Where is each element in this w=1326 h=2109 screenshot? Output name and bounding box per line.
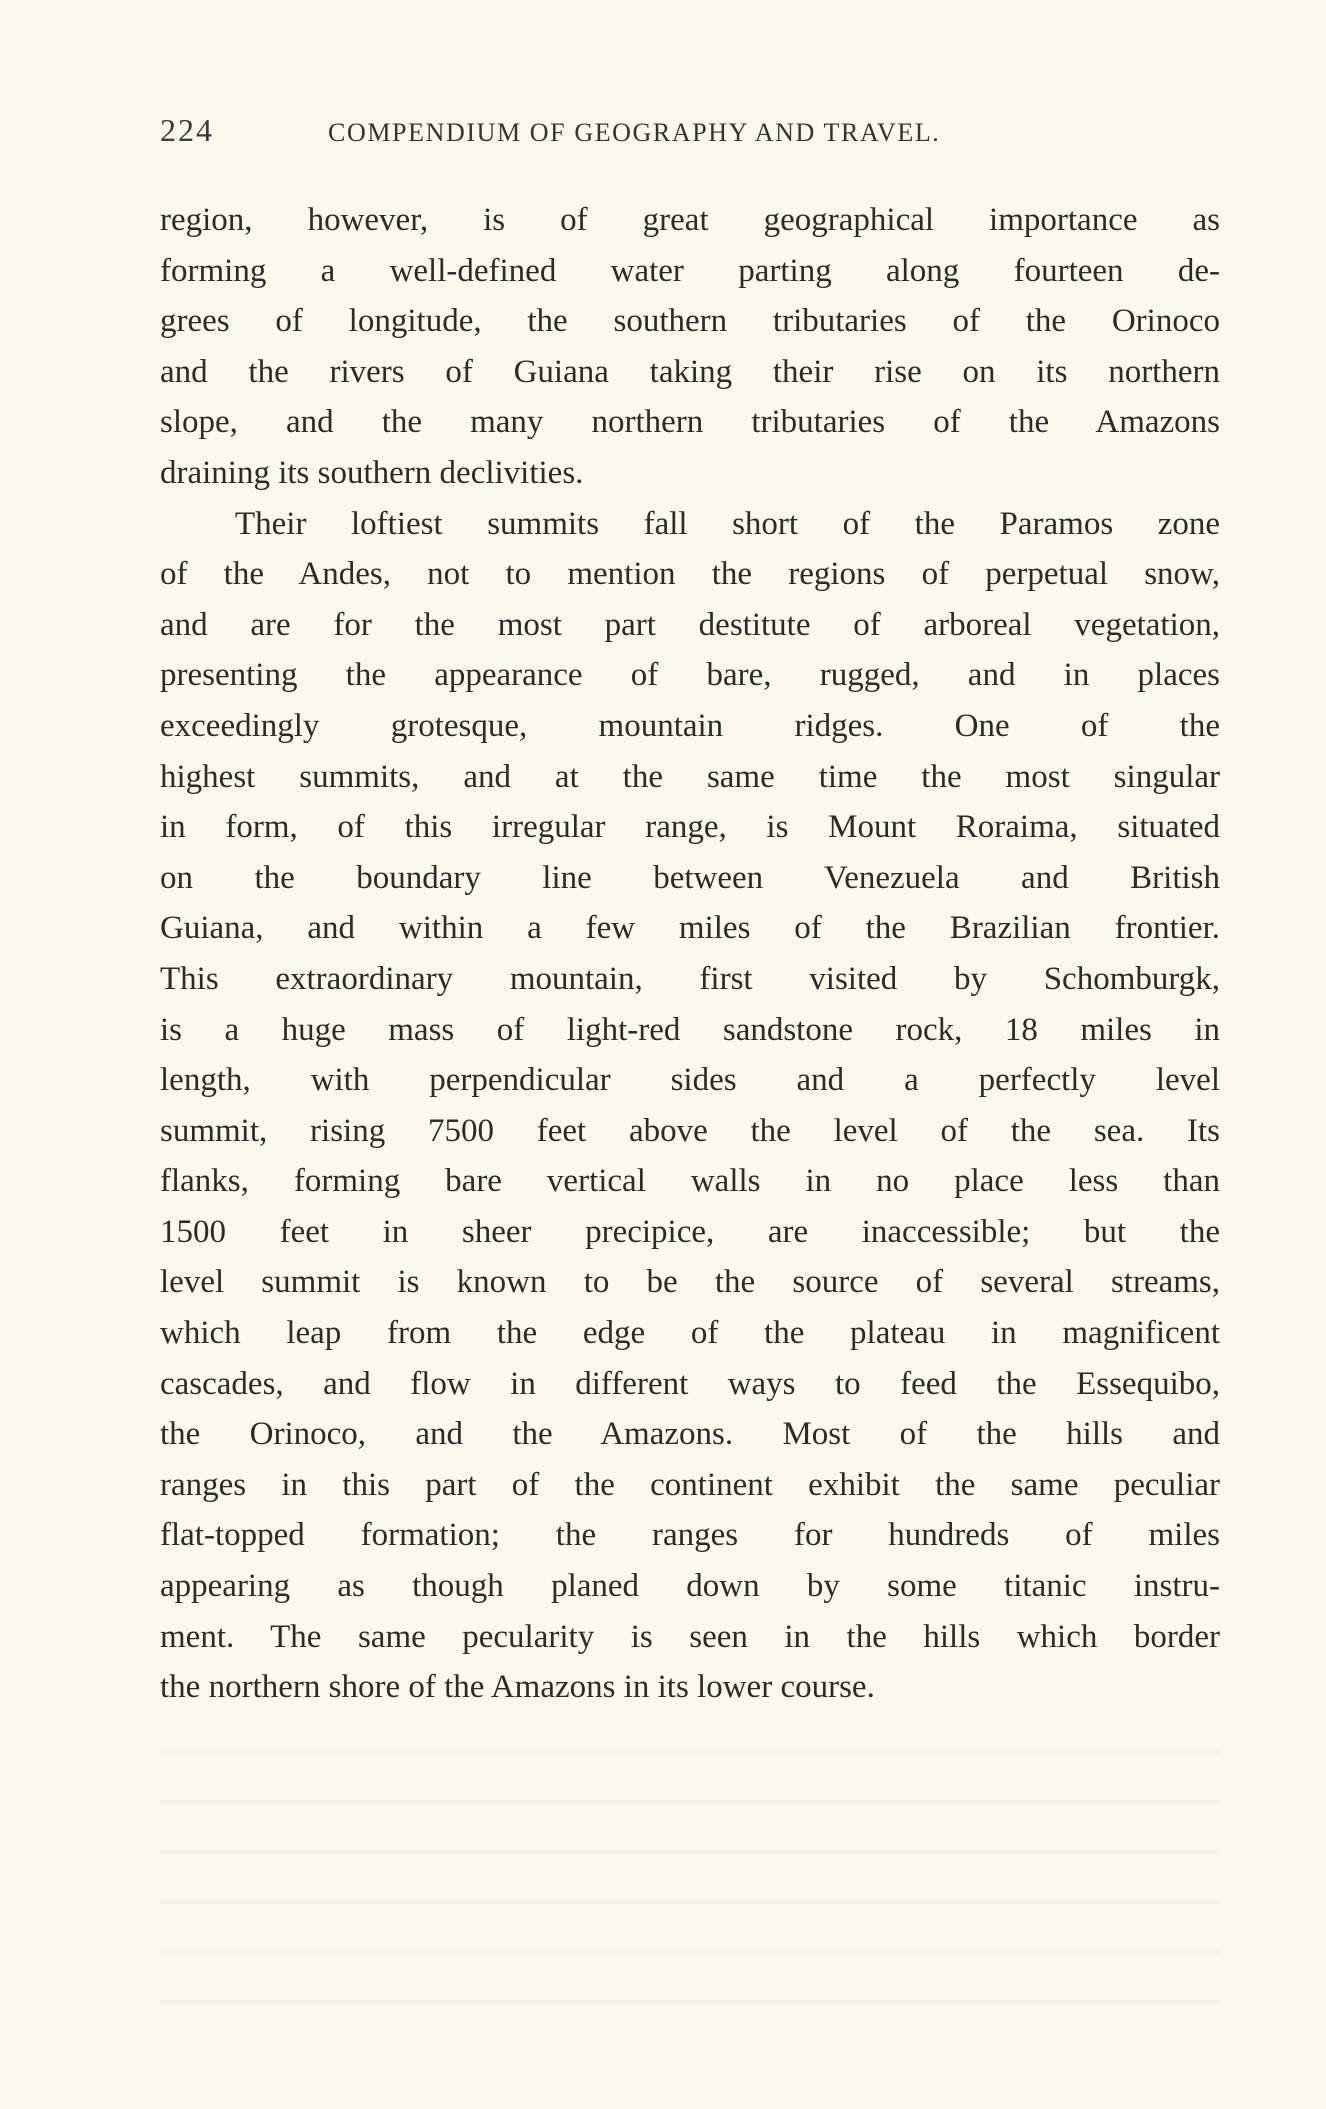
text-line: grees of longitude, the southern tributaries of the Orinoco <box>160 303 1220 340</box>
text-line: the Orinoco, and the Amazons. Most of the hills and <box>160 1416 1220 1453</box>
text-line: which leap from the edge of the plateau in magnificent <box>160 1315 1220 1352</box>
text-line: slope, and the many northern tributaries of the Amazons <box>160 404 1220 441</box>
running-head: COMPENDIUM OF GEOGRAPHY AND TRAVEL. <box>328 118 941 147</box>
text-line: on the boundary line between Venezuela and British <box>160 859 1220 896</box>
text-line: ment. The same pecularity is seen in the hills which border <box>160 1618 1220 1655</box>
text-line: flanks, forming bare vertical walls in no place less than <box>160 1163 1220 1200</box>
text-line: appearing as though planed down by some titanic instru- <box>160 1568 1220 1605</box>
text-line: level summit is known to be the source of several streams, <box>160 1264 1220 1301</box>
text-line: flat-topped formation; the ranges for hundreds of miles <box>160 1517 1220 1554</box>
text-line: forming a well-defined water parting along fourteen de- <box>160 252 1220 289</box>
page-number: 224 <box>160 112 214 148</box>
paragraph-2 <box>160 499 1220 1713</box>
text-line: Guiana, and within a few miles of the Brazilian frontier. <box>160 910 1220 947</box>
text-line: summit, rising 7500 feet above the level of the sea. Its <box>160 1112 1220 1149</box>
text-line: and the rivers of Guiana taking their rise on its northern <box>160 353 1220 390</box>
body-text <box>160 195 1220 1713</box>
text-line: region, however, is of great geographical importance as <box>160 202 1220 238</box>
text-line: length, with perpendicular sides and a perfectly level <box>160 1062 1220 1099</box>
paragraph-1 <box>160 195 1220 499</box>
text-line: 1500 feet in sheer precipice, are inaccessible; but the <box>160 1213 1220 1250</box>
text-line: draining its southern declivities. <box>160 454 584 491</box>
text-line: of the Andes, not to mention the regions of perpetual snow, <box>160 556 1220 593</box>
text-line: Their loftiest summits fall short of the Paramos zone <box>235 505 1220 542</box>
page-header <box>160 112 1220 162</box>
text-line: presenting the appearance of bare, rugged, and in places <box>160 657 1220 694</box>
text-line: is a huge mass of light-red sandstone rock, 18 miles in <box>160 1011 1220 1048</box>
text-line: cascades, and flow in different ways to feed the Essequibo, <box>160 1365 1220 1402</box>
text-line: ranges in this part of the continent exhibit the same peculiar <box>160 1466 1220 1503</box>
text-line: This extraordinary mountain, first visited by Schomburgk, <box>160 960 1220 997</box>
text-line: exceedingly grotesque, mountain ridges. One of the <box>160 707 1220 744</box>
text-line: in form, of this irregular range, is Mount Roraima, situated <box>160 809 1220 846</box>
show-through-texture <box>160 1720 1220 2020</box>
text-line: and are for the most part destitute of arboreal vegetation, <box>160 606 1220 643</box>
text-line: highest summits, and at the same time the most singular <box>160 758 1220 795</box>
text-line: the northern shore of the Amazons in its lower course. <box>160 1669 875 1706</box>
